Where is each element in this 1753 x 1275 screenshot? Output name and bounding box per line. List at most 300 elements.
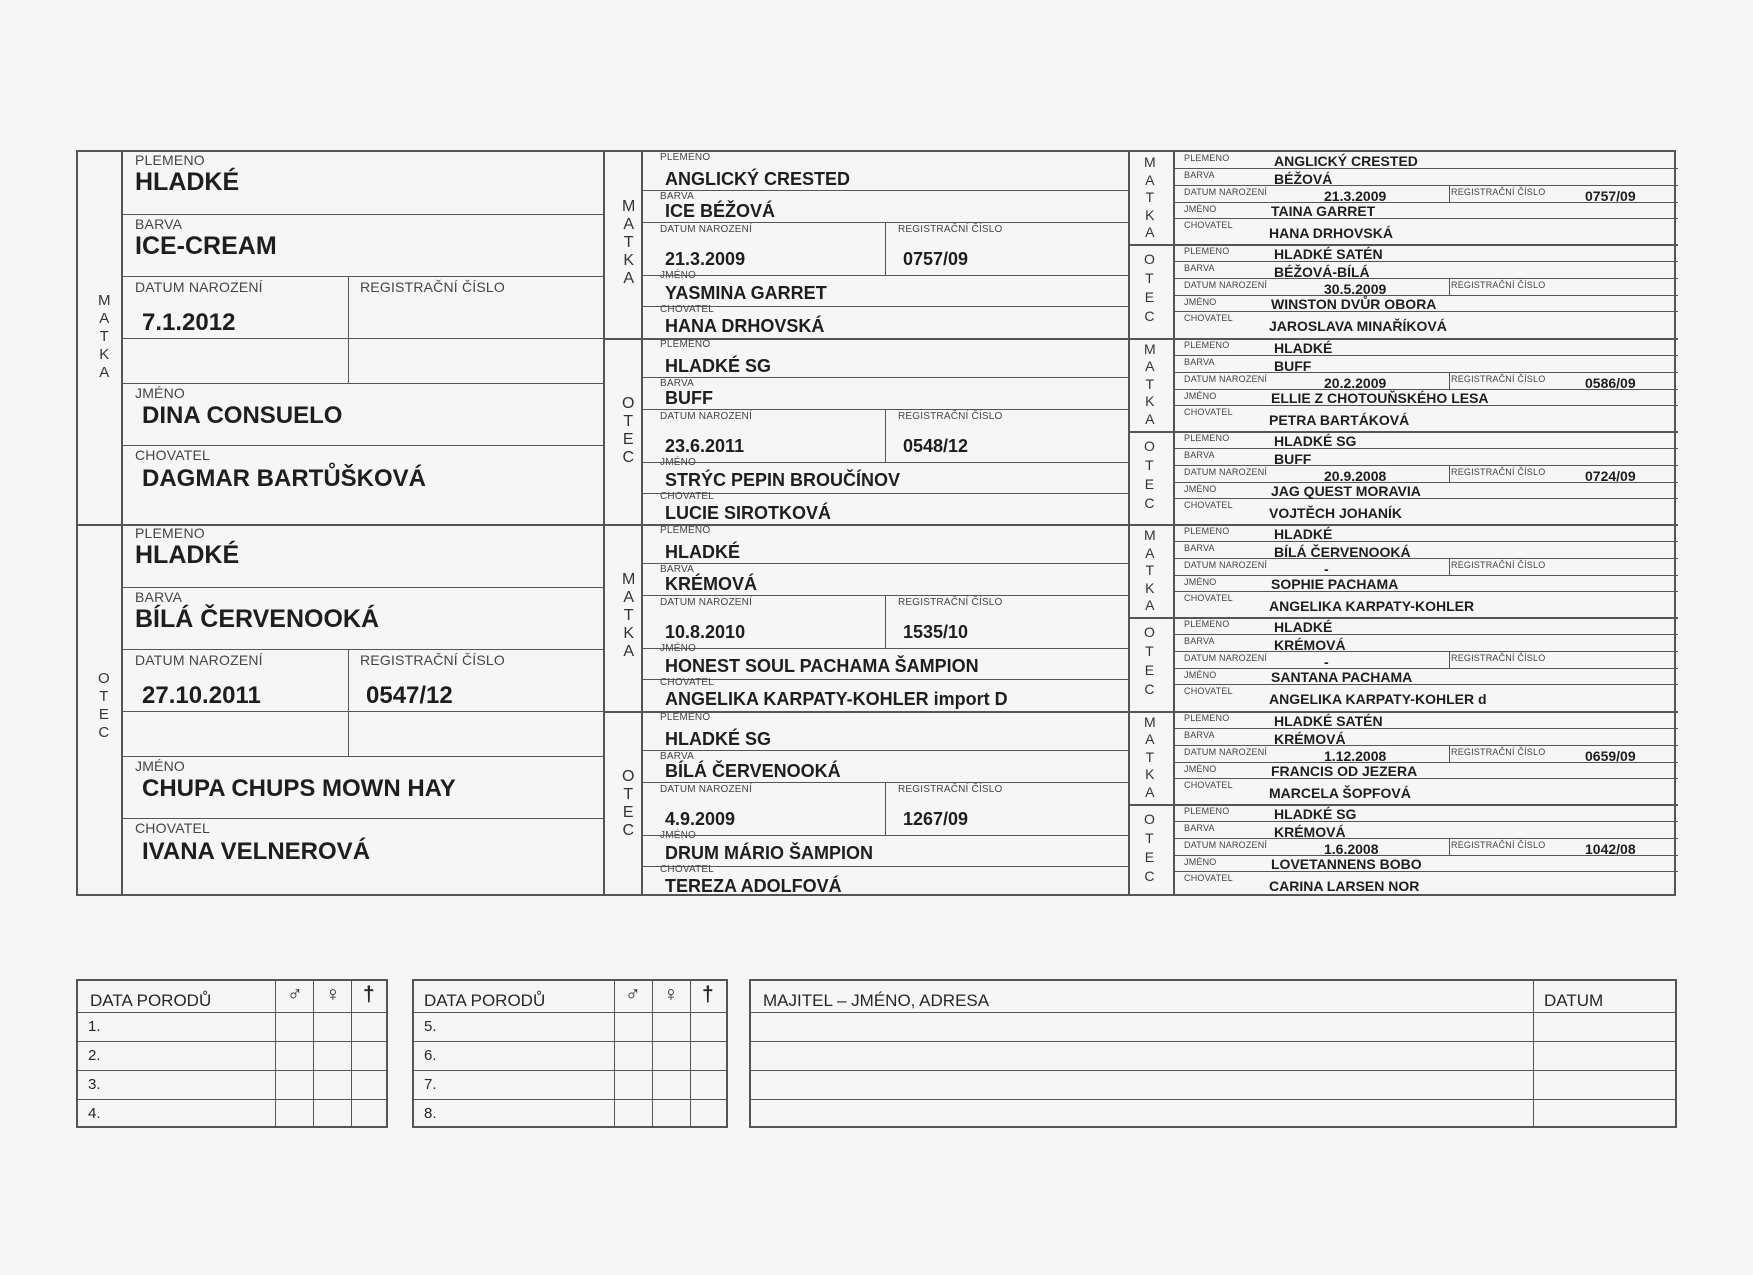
chovatel-label: CHOVATEL: [1184, 220, 1233, 230]
otec-vertical-label-letter: C: [1144, 681, 1155, 698]
matka-vertical-label-letter: M: [1144, 527, 1156, 543]
litter-row-label: 2.: [88, 1047, 101, 1064]
barva-value: ICE-CREAM: [135, 232, 277, 260]
reg-value: 0547/12: [366, 681, 453, 709]
row-divider: [641, 679, 1128, 680]
datum-label: DATUM NAROZENÍ: [660, 783, 753, 795]
jmeno-value: ELLIE Z CHOTOUŇSKÉHO LESA: [1271, 389, 1489, 406]
chovatel-label: CHOVATEL: [660, 304, 715, 315]
otec-vertical-label-letter: O: [1144, 624, 1155, 641]
row-divider: [1173, 185, 1678, 186]
datum-label: DATUM NAROZENÍ: [1184, 280, 1268, 291]
datum-label: DATUM NAROZENÍ: [1184, 373, 1268, 384]
row-divider: [121, 383, 603, 384]
barva-value: ICE BÉŽOVÁ: [665, 201, 776, 221]
matka-vertical-label-letter: A: [99, 364, 110, 381]
cell-divider: [1449, 558, 1450, 575]
chovatel-value: PETRA BARTÁKOVÁ: [1269, 411, 1410, 428]
row-divider: [1173, 651, 1678, 652]
cell-divider: [1449, 372, 1450, 389]
matka-vertical-label-letter: M: [622, 198, 636, 215]
chovatel-label: CHOVATEL: [1184, 593, 1233, 603]
reg-label: REGISTRAČNÍ ČÍSLO: [1451, 466, 1546, 477]
cell-divider: [348, 649, 349, 756]
jmeno-label: JMÉNO: [1184, 856, 1217, 867]
cell-divider: [1449, 651, 1450, 668]
matka-vertical-label-letter: T: [1145, 189, 1155, 205]
cell-divider: [1449, 745, 1450, 762]
chovatel-label: CHOVATEL: [1184, 499, 1233, 510]
plemeno-label: PLEMENO: [135, 152, 205, 168]
plemeno-label: PLEMENO: [1184, 246, 1230, 257]
jmeno-value: SANTANA PACHAMA: [1271, 669, 1413, 686]
otec-vertical-label-letter: E: [1144, 289, 1155, 306]
chovatel-value: IVANA VELNEROVÁ: [142, 837, 371, 865]
row-divider: [121, 711, 603, 712]
chovatel-value: MARCELA ŠOPFOVÁ: [1269, 784, 1411, 801]
chovatel-value: ANGELIKA KARPATY-KOHLER d: [1269, 691, 1487, 708]
matka-vertical-label-letter: T: [1145, 748, 1155, 765]
matka-vertical-label-letter: A: [1145, 224, 1155, 240]
plemeno-value: HLADKÉ SATÉN: [1274, 246, 1383, 263]
row-divider: [121, 276, 603, 277]
barva-label: BARVA: [660, 564, 694, 575]
plemeno-value: HLADKÉ: [1274, 526, 1333, 542]
chovatel-label: CHOVATEL: [135, 819, 210, 836]
datum-value: 30.5.2009: [1324, 281, 1387, 298]
matka-vertical-label-letter: T: [623, 607, 634, 624]
jmeno-value: HONEST SOUL PACHAMA ŠAMPION: [665, 656, 979, 676]
jmeno-value: DINA CONSUELO: [142, 402, 343, 429]
chovatel-label: CHOVATEL: [1184, 686, 1233, 697]
datum-label: DATUM NAROZENÍ: [1184, 187, 1268, 197]
matka-vertical-label: [1144, 714, 1156, 802]
dead-symbol: †: [363, 983, 375, 1006]
plemeno-label: PLEMENO: [660, 338, 711, 350]
matka-vertical-label-letter: A: [1145, 410, 1155, 427]
chovatel-label: CHOVATEL: [1184, 313, 1233, 324]
row-divider: [1173, 778, 1678, 779]
column-divider: [1173, 152, 1175, 894]
barva-label: BARVA: [660, 750, 694, 762]
female-symbol: ♀: [663, 983, 679, 1006]
matka-vertical-label-letter: K: [1145, 393, 1155, 409]
datum-value: 21.3.2009: [665, 249, 746, 269]
datum-label: DATUM NAROZENÍ: [660, 410, 753, 422]
reg-label: REGISTRAČNÍ ČÍSLO: [1451, 839, 1546, 850]
matka-vertical-label-letter: K: [1145, 579, 1155, 596]
matka-vertical-label-letter: K: [99, 346, 110, 363]
plemeno-label: PLEMENO: [1184, 805, 1230, 816]
otec-vertical-label-letter: T: [1145, 643, 1154, 660]
row-divider: [1173, 541, 1678, 542]
plemeno-value: ANGLICKÝ CRESTED: [665, 169, 851, 189]
reg-label: REGISTRAČNÍ ČÍSLO: [360, 279, 505, 295]
reg-value: 0757/09: [1585, 188, 1636, 204]
jmeno-label: JMÉNO: [1184, 297, 1217, 308]
reg-label: REGISTRAČNÍ ČÍSLO: [1451, 746, 1546, 757]
matka-vertical-label-letter: A: [623, 643, 634, 660]
barva-value: BÍLÁ ČERVENOOKÁ: [1274, 544, 1411, 560]
row-divider: [1173, 278, 1678, 279]
otec-vertical-label-letter: O: [98, 669, 110, 687]
row-divider: [641, 563, 1128, 564]
jmeno-value: DRUM MÁRIO ŠAMPION: [665, 842, 873, 863]
matka-vertical-label-letter: M: [1144, 713, 1156, 730]
datum-value: 4.9.2009: [665, 808, 736, 829]
otec-vertical-label-letter: E: [1144, 848, 1155, 865]
plemeno-label: PLEMENO: [135, 524, 205, 541]
row-divider: [121, 338, 603, 339]
datum-value: 1.12.2008: [1324, 747, 1387, 764]
plemeno-value: HLADKÉ SATÉN: [1274, 712, 1383, 729]
jmeno-label: JMÉNO: [660, 270, 696, 281]
reg-label: REGISTRAČNÍ ČÍSLO: [1451, 560, 1546, 570]
matka-vertical-label: [1144, 527, 1156, 615]
chovatel-value: LUCIE SIROTKOVÁ: [665, 502, 832, 523]
section-divider: [603, 524, 1678, 526]
row-divider: [1173, 218, 1678, 219]
jmeno-label: JMÉNO: [1184, 763, 1217, 774]
cell-divider: [1449, 278, 1450, 295]
plemeno-value: HLADKÉ: [135, 168, 240, 196]
otec-vertical-label: [1144, 437, 1155, 513]
cell-divider: [1449, 465, 1450, 482]
matka-vertical-label-letter: K: [623, 625, 634, 642]
chovatel-label: CHOVATEL: [1184, 872, 1233, 883]
otec-vertical-label-letter: T: [99, 687, 109, 705]
jmeno-label: JMÉNO: [135, 757, 185, 774]
reg-value: 0548/12: [903, 435, 969, 456]
reg-value: 0586/09: [1585, 374, 1636, 391]
female-symbol: ♀: [325, 983, 341, 1006]
barva-label: BARVA: [660, 191, 694, 202]
reg-label: REGISTRAČNÍ ČÍSLO: [1451, 373, 1546, 384]
datum-value: 23.6.2011: [665, 435, 745, 456]
litter-header: DATA PORODŮ: [424, 991, 546, 1010]
barva-value: BÍLÁ ČERVENOOKÁ: [665, 760, 841, 781]
matka-vertical-label-letter: A: [1145, 597, 1155, 613]
matka-vertical-label-letter: K: [1145, 766, 1155, 782]
litter-row-label: 3.: [88, 1076, 101, 1093]
matka-vertical-label-letter: M: [98, 292, 111, 309]
row-divider: [641, 866, 1128, 867]
barva-value: KRÉMOVÁ: [665, 574, 758, 594]
barva-value: BÍLÁ ČERVENOOKÁ: [135, 604, 380, 633]
reg-label: REGISTRAČNÍ ČÍSLO: [1451, 187, 1546, 197]
otec-vertical-label-letter: E: [622, 430, 634, 448]
row-divider: [641, 306, 1128, 307]
otec-vertical-label: [1144, 623, 1155, 699]
matka-vertical-label-letter: A: [623, 589, 634, 606]
cell-divider: [885, 595, 886, 648]
otec-vertical-label: [98, 670, 110, 742]
matka-vertical-label: [98, 292, 111, 382]
datum-value: -: [1324, 654, 1329, 671]
otec-vertical-label-letter: C: [622, 448, 634, 466]
otec-vertical-label-letter: E: [98, 705, 109, 723]
otec-vertical-label-letter: T: [1145, 829, 1154, 846]
barva-value: KRÉMOVÁ: [1274, 730, 1346, 747]
plemeno-value: HLADKÉ: [135, 540, 240, 569]
reg-value: 1267/09: [903, 808, 969, 829]
row-divider: [1173, 372, 1678, 373]
datum-label: DATUM NAROZENÍ: [135, 279, 263, 295]
datum-value: 10.8.2010: [665, 622, 746, 642]
matka-vertical-label-letter: T: [99, 328, 109, 345]
row-divider: [121, 214, 603, 215]
datum-label: DATUM NAROZENÍ: [1184, 746, 1268, 757]
row-divider: [641, 493, 1128, 494]
jmeno-label: JMÉNO: [1184, 390, 1217, 401]
otec-vertical-label-letter: E: [1144, 475, 1155, 492]
matka-vertical-label: [622, 571, 635, 661]
plemeno-label: PLEMENO: [1184, 712, 1230, 723]
row-divider: [1173, 591, 1678, 592]
matka-vertical-label-letter: K: [1145, 206, 1155, 223]
reg-label: REGISTRAČNÍ ČÍSLO: [1451, 280, 1546, 291]
datum-label: DATUM NAROZENÍ: [660, 224, 753, 235]
datum-label: DATUM NAROZENÍ: [135, 651, 263, 668]
matka-vertical-label-letter: A: [623, 216, 634, 233]
barva-value: BÉŽOVÁ: [1274, 171, 1333, 187]
section-divider: [603, 711, 1678, 713]
row-divider: [1173, 634, 1678, 635]
barva-label: BARVA: [1184, 170, 1215, 180]
otec-vertical-label-letter: C: [1144, 867, 1155, 884]
otec-vertical-label-letter: E: [1144, 662, 1155, 679]
datum-value: 1.6.2008: [1324, 840, 1379, 857]
datum-label: DATUM NAROZENÍ: [1184, 839, 1268, 850]
plemeno-value: ANGLICKÝ CRESTED: [1274, 153, 1418, 169]
row-divider: [1173, 168, 1678, 169]
otec-vertical-label-letter: C: [1144, 308, 1155, 325]
plemeno-value: HLADKÉ: [665, 542, 740, 562]
matka-vertical-label-letter: A: [1145, 731, 1155, 747]
reg-value: 0659/09: [1585, 747, 1636, 764]
barva-value: BÉŽOVÁ-BÍLÁ: [1274, 264, 1370, 281]
plemeno-label: PLEMENO: [1184, 153, 1230, 163]
male-symbol: ♂: [625, 983, 641, 1006]
barva-value: KRÉMOVÁ: [1274, 823, 1346, 840]
row-divider: [1173, 498, 1678, 499]
row-divider: [641, 377, 1128, 378]
row-divider: [1173, 821, 1678, 822]
barva-label: BARVA: [135, 588, 183, 605]
cell-divider: [885, 409, 886, 462]
row-divider: [641, 462, 1128, 463]
jmeno-value: JAG QUEST MORAVIA: [1271, 482, 1421, 499]
reg-value: 1042/08: [1585, 840, 1636, 857]
chovatel-label: CHOVATEL: [660, 490, 715, 502]
matka-vertical-label-letter: T: [623, 234, 634, 251]
chovatel-label: CHOVATEL: [1184, 779, 1233, 790]
barva-label: BARVA: [1184, 543, 1215, 553]
otec-vertical-label-letter: O: [1144, 437, 1155, 454]
chovatel-value: HANA DRHOVSKÁ: [665, 316, 825, 336]
row-divider: [1173, 668, 1678, 669]
plemeno-value: HLADKÉ SG: [1274, 805, 1357, 822]
litter-row-label: 5.: [424, 1018, 437, 1035]
jmeno-label: JMÉNO: [1184, 670, 1217, 681]
datum-label: DATUM NAROZENÍ: [1184, 653, 1268, 664]
owner-date-header: DATUM: [1544, 991, 1604, 1010]
chovatel-value: JAROSLAVA MINAŘÍKOVÁ: [1269, 318, 1447, 335]
otec-vertical-label-letter: O: [1144, 251, 1155, 268]
matka-vertical-label-letter: A: [1145, 783, 1155, 800]
pedigree-table: [76, 150, 1676, 896]
cell-divider: [1449, 185, 1450, 202]
matka-vertical-label-letter: M: [1144, 154, 1156, 170]
matka-vertical-label-letter: T: [1145, 375, 1155, 392]
otec-vertical-label: [622, 395, 634, 467]
row-divider: [1173, 575, 1678, 576]
matka-vertical-label-letter: M: [622, 571, 636, 588]
matka-vertical-label-letter: A: [1145, 171, 1155, 188]
row-divider: [641, 190, 1128, 191]
plemeno-label: PLEMENO: [1184, 339, 1230, 350]
barva-label: BARVA: [660, 377, 694, 389]
matka-vertical-label-letter: T: [1145, 562, 1155, 578]
cell-divider: [348, 276, 349, 383]
jmeno-label: JMÉNO: [660, 829, 696, 841]
otec-vertical-label-letter: O: [622, 394, 635, 412]
jmeno-label: JMÉNO: [135, 385, 185, 401]
row-divider: [121, 587, 603, 588]
jmeno-label: JMÉNO: [660, 643, 696, 654]
litter-table-right: [412, 979, 728, 1128]
chovatel-value: TEREZA ADOLFOVÁ: [665, 875, 842, 896]
barva-label: BARVA: [1184, 636, 1215, 647]
plemeno-value: HLADKÉ SG: [665, 355, 772, 376]
row-divider: [641, 275, 1128, 276]
plemeno-value: HLADKÉ: [1274, 339, 1333, 356]
otec-vertical-label-letter: C: [622, 821, 634, 839]
matka-vertical-label-letter: A: [1145, 544, 1155, 561]
litter-row-label: 1.: [88, 1018, 101, 1035]
datum-label: DATUM NAROZENÍ: [1184, 466, 1268, 477]
plemeno-label: PLEMENO: [660, 711, 711, 723]
otec-vertical-label-letter: C: [1144, 494, 1155, 511]
cell-divider: [885, 222, 886, 275]
jmeno-value: FRANCIS OD JEZERA: [1271, 762, 1418, 779]
cell-divider: [885, 782, 886, 835]
jmeno-value: SOPHIE PACHAMA: [1271, 576, 1399, 592]
plemeno-value: HLADKÉ SG: [665, 728, 772, 749]
chovatel-label: CHOVATEL: [135, 447, 210, 463]
chovatel-label: CHOVATEL: [660, 863, 715, 875]
datum-value: 7.1.2012: [142, 309, 236, 336]
plemeno-label: PLEMENO: [1184, 432, 1230, 443]
matka-vertical-label-letter: A: [1145, 358, 1155, 374]
jmeno-value: YASMINA GARRET: [665, 283, 827, 303]
plemeno-value: HLADKÉ SG: [1274, 432, 1357, 449]
row-divider: [1173, 684, 1678, 685]
plemeno-label: PLEMENO: [660, 152, 711, 163]
row-divider: [641, 835, 1128, 836]
litter-row-label: 8.: [424, 1105, 437, 1122]
plemeno-value: HLADKÉ: [1274, 619, 1333, 636]
dead-symbol: †: [702, 983, 714, 1006]
jmeno-value: CHUPA CHUPS MOWN HAY: [142, 774, 456, 802]
matka-vertical-label: [1144, 341, 1156, 429]
jmeno-value: LOVETANNENS BOBO: [1271, 855, 1422, 872]
datum-value: -: [1324, 561, 1329, 577]
column-divider: [1128, 152, 1130, 894]
row-divider: [1173, 448, 1678, 449]
reg-label: REGISTRAČNÍ ČÍSLO: [898, 783, 1003, 795]
reg-label: REGISTRAČNÍ ČÍSLO: [898, 410, 1003, 422]
row-divider: [1173, 465, 1678, 466]
chovatel-label: CHOVATEL: [660, 677, 715, 688]
row-divider: [1173, 355, 1678, 356]
jmeno-label: JMÉNO: [1184, 483, 1217, 494]
reg-value: 0757/09: [903, 249, 969, 269]
otec-vertical-label: [1144, 250, 1155, 326]
jmeno-label: JMÉNO: [1184, 577, 1217, 587]
row-divider: [1173, 261, 1678, 262]
datum-label: DATUM NAROZENÍ: [1184, 560, 1268, 570]
barva-label: BARVA: [135, 216, 183, 232]
litter-row-label: 7.: [424, 1076, 437, 1093]
chovatel-value: ANGELIKA KARPATY-KOHLER import D: [665, 689, 1008, 709]
jmeno-value: TAINA GARRET: [1271, 203, 1376, 219]
barva-label: BARVA: [1184, 449, 1215, 460]
row-divider: [121, 818, 603, 819]
barva-value: BUFF: [1274, 450, 1312, 467]
chovatel-value: VOJTĚCH JOHANÍK: [1269, 504, 1403, 521]
matka-vertical-label: [622, 198, 635, 288]
otec-vertical-label-letter: O: [622, 767, 635, 785]
row-divider: [1173, 558, 1678, 559]
matka-vertical-label-letter: A: [623, 270, 634, 287]
datum-value: 20.9.2008: [1324, 467, 1387, 484]
row-divider: [121, 445, 603, 446]
reg-label: REGISTRAČNÍ ČÍSLO: [1451, 653, 1546, 664]
jmeno-label: JMÉNO: [1184, 204, 1217, 214]
barva-value: KRÉMOVÁ: [1274, 637, 1346, 654]
row-divider: [121, 649, 603, 650]
jmeno-value: STRÝC PEPIN BROUČÍNOV: [665, 469, 901, 490]
chovatel-value: DAGMAR BARTŮŠKOVÁ: [142, 465, 426, 492]
cell-divider: [1449, 838, 1450, 855]
reg-label: REGISTRAČNÍ ČÍSLO: [898, 597, 1003, 608]
otec-vertical-label-letter: C: [98, 723, 110, 741]
reg-value: 1535/10: [903, 622, 969, 642]
matka-vertical-label-letter: M: [1144, 340, 1156, 357]
otec-vertical-label: [1144, 810, 1155, 886]
matka-vertical-label-letter: K: [623, 252, 634, 269]
plemeno-label: PLEMENO: [1184, 619, 1230, 630]
barva-label: BARVA: [1184, 729, 1215, 740]
chovatel-value: HANA DRHOVSKÁ: [1269, 225, 1393, 241]
barva-label: BARVA: [1184, 356, 1215, 367]
otec-vertical-label-letter: T: [1145, 456, 1154, 473]
datum-label: DATUM NAROZENÍ: [660, 597, 753, 608]
datum-value: 20.2.2009: [1324, 374, 1387, 391]
litter-row-label: 6.: [424, 1047, 437, 1064]
otec-vertical-label-letter: T: [623, 412, 634, 430]
owner-header: MAJITEL – JMÉNO, ADRESA: [763, 991, 990, 1010]
row-divider: [641, 750, 1128, 751]
barva-label: BARVA: [1184, 822, 1215, 833]
chovatel-label: CHOVATEL: [1184, 406, 1233, 417]
litter-header: DATA PORODŮ: [90, 991, 212, 1010]
row-divider: [641, 648, 1128, 649]
barva-value: BUFF: [1274, 357, 1312, 374]
otec-vertical-label-letter: T: [1145, 270, 1154, 287]
plemeno-label: PLEMENO: [1184, 526, 1230, 536]
